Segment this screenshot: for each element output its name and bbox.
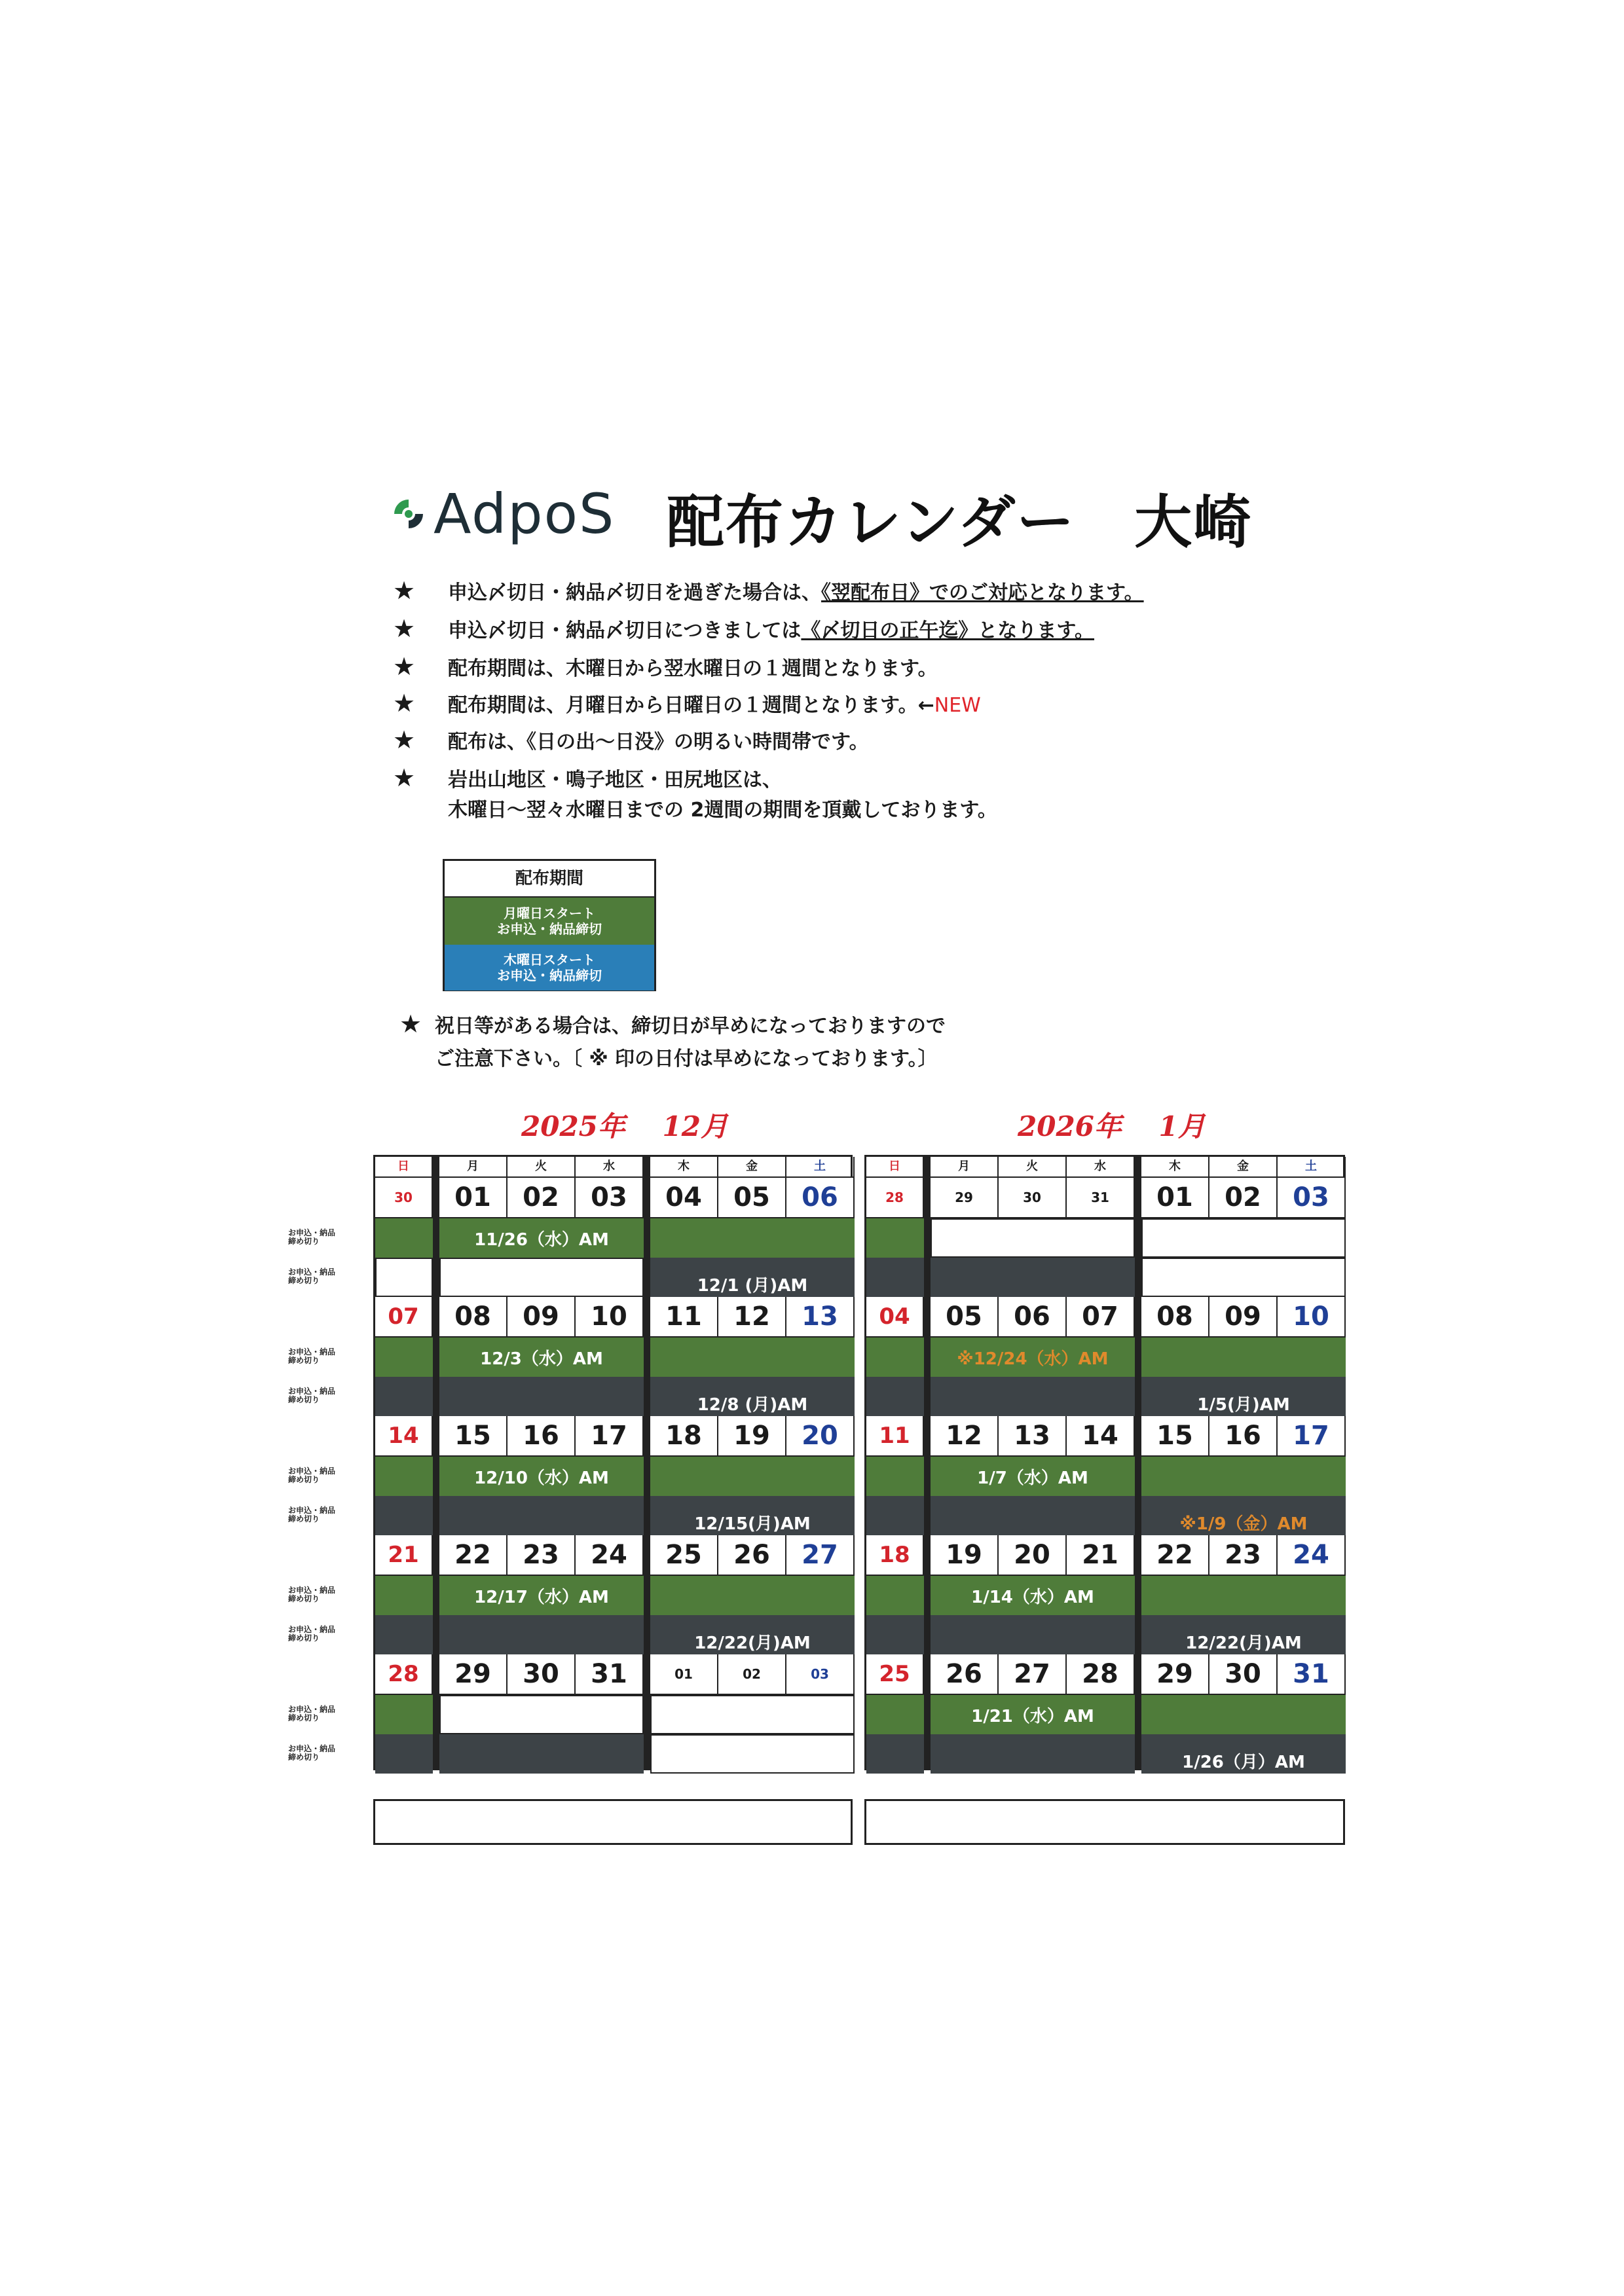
row-label-line: 締め切り <box>288 1237 320 1246</box>
date-cell[interactable]: 26 <box>718 1535 786 1576</box>
deadline-label: 12/3（水）AM <box>480 1349 603 1369</box>
legend-title: 配布期間 <box>445 861 654 898</box>
row-label-line: お申込・納品 <box>288 1586 336 1595</box>
delivery-deadline-band <box>866 1734 924 1774</box>
date-cell[interactable]: 13 <box>999 1416 1067 1457</box>
date-cell[interactable]: 12 <box>931 1416 999 1457</box>
deadline-label: ※1/9（金）AM <box>1179 1514 1308 1534</box>
apply-deadline-band <box>931 1218 1135 1258</box>
note-4 <box>393 689 981 718</box>
date-cell[interactable]: 29 <box>1141 1654 1209 1695</box>
date-cell[interactable]: 19 <box>718 1416 786 1457</box>
legend-blue <box>445 945 654 991</box>
row-label-line: 締め切り <box>288 1356 320 1365</box>
row-label-apply <box>288 1229 335 1246</box>
legend-green <box>445 898 654 945</box>
legend-green-line1: 月曜日スタート <box>504 905 595 921</box>
date-cell[interactable]: 21 <box>1067 1535 1135 1576</box>
delivery-deadline-band <box>375 1734 433 1774</box>
apply-deadline-band <box>866 1457 924 1496</box>
date-cell[interactable]: 03 <box>1278 1178 1346 1218</box>
date-cell[interactable]: 11 <box>866 1416 924 1457</box>
date-cell[interactable]: 27 <box>786 1535 855 1576</box>
deadline-label: 1/14（水）AM <box>971 1587 1094 1607</box>
date-cell[interactable]: 02 <box>718 1654 786 1695</box>
star-icon: ★ <box>393 652 416 681</box>
date-cell[interactable]: 02 <box>507 1178 576 1218</box>
deadline-label: 1/5(月)AM <box>1197 1394 1290 1415</box>
date-cell[interactable]: 15 <box>1141 1416 1209 1457</box>
weekday-header: 土 <box>786 1157 855 1178</box>
month-heading-dec: 2025年 12月 <box>521 1110 728 1142</box>
row-label-apply <box>288 1705 335 1722</box>
legend-blue-line1: 木曜日スタート <box>504 952 595 968</box>
delivery-deadline-band <box>931 1377 1135 1416</box>
date-cell[interactable]: 14 <box>375 1416 433 1457</box>
note-6 <box>393 763 782 792</box>
note-text: 岩出山地区・鳴子地区・田尻地区は、 <box>448 769 782 792</box>
deadline-label: 12/17（水）AM <box>474 1587 609 1607</box>
row-label-line: お申込・納品 <box>288 1228 336 1237</box>
calendar-december <box>373 1155 853 1770</box>
date-cell[interactable]: 22 <box>439 1535 507 1576</box>
row-label-line: 締め切り <box>288 1475 320 1484</box>
date-cell[interactable]: 21 <box>375 1535 433 1576</box>
date-cell[interactable]: 04 <box>650 1178 718 1218</box>
apply-deadline-band <box>866 1338 924 1377</box>
date-cell[interactable]: 28 <box>375 1654 433 1695</box>
date-cell[interactable]: 30 <box>375 1178 433 1218</box>
date-cell[interactable]: 16 <box>507 1416 576 1457</box>
date-cell[interactable]: 31 <box>576 1654 644 1695</box>
row-label-apply <box>288 1467 335 1484</box>
row-label-apply <box>288 1586 335 1603</box>
note-2 <box>393 614 1094 643</box>
apply-deadline-band <box>1141 1218 1346 1258</box>
row-label-deliver <box>288 1626 335 1643</box>
row-label-line: お申込・納品 <box>288 1467 336 1476</box>
star-icon: ★ <box>393 576 416 605</box>
date-cell[interactable]: 08 <box>1141 1297 1209 1338</box>
star-icon: ★ <box>399 1010 422 1038</box>
delivery-deadline-band <box>931 1258 1135 1297</box>
date-cell[interactable]: 05 <box>931 1297 999 1338</box>
date-cell[interactable]: 30 <box>1209 1654 1278 1695</box>
date-cell[interactable]: 18 <box>866 1535 924 1576</box>
date-cell[interactable]: 22 <box>1141 1535 1209 1576</box>
row-label-line: お申込・納品 <box>288 1705 336 1714</box>
date-cell[interactable]: 20 <box>786 1416 855 1457</box>
apply-deadline-band <box>1141 1338 1346 1377</box>
delivery-deadline-band <box>439 1377 644 1416</box>
date-cell[interactable]: 31 <box>1067 1178 1135 1218</box>
note-1 <box>393 576 1144 605</box>
date-cell[interactable]: 31 <box>1278 1654 1346 1695</box>
weekday-header: 木 <box>650 1157 718 1178</box>
row-label-deliver <box>288 1506 335 1523</box>
footer-box-december <box>373 1799 853 1845</box>
weekday-header: 金 <box>1209 1157 1278 1178</box>
date-cell[interactable]: 07 <box>1067 1297 1135 1338</box>
row-label-line: 締め切り <box>288 1514 320 1523</box>
date-cell[interactable]: 09 <box>507 1297 576 1338</box>
row-label-line: お申込・納品 <box>288 1625 336 1634</box>
delivery-deadline-band <box>866 1615 924 1654</box>
date-cell[interactable]: 06 <box>999 1297 1067 1338</box>
delivery-deadline-band <box>375 1615 433 1654</box>
date-cell[interactable]: 23 <box>1209 1535 1278 1576</box>
date-cell[interactable]: 25 <box>650 1535 718 1576</box>
delivery-deadline-band <box>439 1615 644 1654</box>
weekday-header: 木 <box>1141 1157 1209 1178</box>
date-cell[interactable]: 28 <box>1067 1654 1135 1695</box>
star-icon: ★ <box>393 614 416 643</box>
new-badge: NEW <box>934 694 981 717</box>
apply-deadline-band <box>866 1218 924 1258</box>
note-text: 配布期間は、木曜日から翌水曜日の１週間となります。 <box>448 657 938 680</box>
deadline-label: 12/1 (月)AM <box>697 1275 808 1296</box>
delivery-deadline-band <box>375 1496 433 1535</box>
date-cell[interactable]: 30 <box>507 1654 576 1695</box>
page-title: 配布カレンダー 大崎 <box>667 488 1253 556</box>
deadline-label: 11/26（水）AM <box>474 1230 609 1250</box>
note-text: 申込〆切日・納品〆切日を過ぎた場合は、 <box>448 581 821 604</box>
note-text: 申込〆切日・納品〆切日につきましては <box>448 619 802 642</box>
apply-deadline-band <box>375 1218 433 1258</box>
date-cell[interactable]: 02 <box>1209 1178 1278 1218</box>
star-icon: ★ <box>393 725 416 754</box>
date-cell[interactable]: 03 <box>576 1178 644 1218</box>
delivery-deadline-band <box>931 1734 1135 1774</box>
weekday-header: 火 <box>999 1157 1067 1178</box>
apply-deadline-band <box>866 1576 924 1615</box>
date-cell[interactable]: 15 <box>439 1416 507 1457</box>
apply-deadline-band <box>1141 1457 1346 1496</box>
weekday-header: 月 <box>439 1157 507 1178</box>
divider-bar <box>924 1157 931 1768</box>
date-cell[interactable]: 19 <box>931 1535 999 1576</box>
date-cell[interactable]: 17 <box>1278 1416 1346 1457</box>
weekday-header: 日 <box>375 1157 433 1178</box>
note-text: 配布は、《日の出～日没》の明るい時間帯です。 <box>448 731 869 754</box>
date-cell[interactable]: 18 <box>650 1416 718 1457</box>
delivery-deadline-band <box>931 1615 1135 1654</box>
date-cell[interactable]: 11 <box>650 1297 718 1338</box>
note-3 <box>393 652 938 681</box>
delivery-deadline-band <box>375 1258 433 1297</box>
note-underline: 《〆切日の正午迄》となります。 <box>801 619 1095 642</box>
date-cell[interactable]: 23 <box>507 1535 576 1576</box>
row-label-line: 締め切り <box>288 1753 320 1762</box>
note-5 <box>393 725 869 754</box>
row-label-apply <box>288 1348 335 1365</box>
date-cell[interactable]: 07 <box>375 1297 433 1338</box>
deadline-label: 1/7（水）AM <box>977 1468 1088 1488</box>
row-label-line: お申込・納品 <box>288 1267 336 1277</box>
deadline-label: 12/22(月)AM <box>694 1633 811 1653</box>
delivery-deadline-band <box>439 1734 644 1774</box>
holiday-note-line1 <box>399 1010 946 1038</box>
apply-deadline-band <box>439 1695 644 1734</box>
star-icon: ★ <box>393 763 416 792</box>
divider-bar <box>644 1157 650 1768</box>
apply-deadline-band <box>1141 1576 1346 1615</box>
row-label-line: お申込・納品 <box>288 1506 336 1515</box>
apply-deadline-band <box>1141 1695 1346 1734</box>
row-label-line: お申込・納品 <box>288 1744 336 1753</box>
month-heading-jan: 2026年 1月 <box>1018 1110 1206 1142</box>
holiday-note-line2: ご注意下さい。〔 ※ 印の日付は早めになっております。〕 <box>435 1048 938 1070</box>
weekday-header: 月 <box>931 1157 999 1178</box>
row-label-line: 締め切り <box>288 1594 320 1603</box>
legend-blue-line2: お申込・納品締切 <box>497 968 602 983</box>
date-cell[interactable]: 12 <box>718 1297 786 1338</box>
legend-box <box>443 859 656 991</box>
date-cell[interactable]: 30 <box>999 1178 1067 1218</box>
logo-mark-icon <box>392 497 426 531</box>
deadline-label: 12/10（水）AM <box>474 1468 609 1488</box>
date-cell[interactable]: 05 <box>718 1178 786 1218</box>
row-label-deliver <box>288 1268 335 1285</box>
deadline-label: 12/8 (月)AM <box>697 1394 808 1415</box>
date-cell[interactable]: 29 <box>439 1654 507 1695</box>
row-label-deliver <box>288 1387 335 1404</box>
weekday-header: 水 <box>576 1157 644 1178</box>
delivery-deadline-band <box>375 1377 433 1416</box>
deadline-label: ※12/24（水）AM <box>957 1349 1109 1369</box>
weekday-header: 日 <box>866 1157 924 1178</box>
date-cell[interactable]: 14 <box>1067 1416 1135 1457</box>
date-cell[interactable]: 04 <box>866 1297 924 1338</box>
apply-deadline-band <box>866 1695 924 1734</box>
date-cell[interactable]: 25 <box>866 1654 924 1695</box>
delivery-deadline-band <box>439 1258 644 1297</box>
delivery-deadline-band <box>650 1734 855 1774</box>
date-cell[interactable]: 16 <box>1209 1416 1278 1457</box>
deadline-label: 12/15(月)AM <box>694 1514 811 1534</box>
date-cell[interactable]: 24 <box>1278 1535 1346 1576</box>
apply-deadline-band <box>650 1338 855 1377</box>
footer-box-january <box>864 1799 1345 1845</box>
date-cell[interactable]: 06 <box>786 1178 855 1218</box>
date-cell[interactable]: 27 <box>999 1654 1067 1695</box>
note-text: 配布期間は、月曜日から日曜日の１週間となります。← <box>448 694 934 717</box>
date-cell[interactable]: 01 <box>439 1178 507 1218</box>
delivery-deadline-band <box>931 1496 1135 1535</box>
delivery-deadline-band <box>1141 1258 1346 1297</box>
date-cell[interactable]: 10 <box>576 1297 644 1338</box>
apply-deadline-band <box>650 1695 855 1734</box>
row-label-line: 締め切り <box>288 1633 320 1643</box>
date-cell[interactable]: 10 <box>1278 1297 1346 1338</box>
divider-bar <box>433 1157 439 1768</box>
apply-deadline-band <box>375 1457 433 1496</box>
logo-text: AdpoS <box>434 482 616 546</box>
weekday-header: 水 <box>1067 1157 1135 1178</box>
weekday-header: 金 <box>718 1157 786 1178</box>
row-label-line: 締め切り <box>288 1713 320 1722</box>
date-cell[interactable]: 29 <box>931 1178 999 1218</box>
apply-deadline-band <box>650 1218 855 1258</box>
deadline-label: 1/26（月）AM <box>1182 1752 1305 1772</box>
legend-green-line2: お申込・納品締切 <box>497 921 602 937</box>
date-cell[interactable]: 09 <box>1209 1297 1278 1338</box>
row-label-line: 締め切り <box>288 1395 320 1404</box>
note-underline: 《翌配布日》でのご対応となります。 <box>821 581 1144 604</box>
date-cell[interactable]: 24 <box>576 1535 644 1576</box>
deadline-label: 1/21（水）AM <box>971 1706 1094 1726</box>
delivery-deadline-band <box>866 1496 924 1535</box>
delivery-deadline-band <box>866 1377 924 1416</box>
calendar-january <box>864 1155 1345 1770</box>
adpos-logo <box>392 481 615 547</box>
row-label-line: お申込・納品 <box>288 1347 336 1357</box>
date-cell[interactable]: 28 <box>866 1178 924 1218</box>
note-6-continuation: 木曜日～翌々水曜日までの 2週間の期間を頂戴しております。 <box>448 799 997 822</box>
date-cell[interactable]: 17 <box>576 1416 644 1457</box>
weekday-header: 土 <box>1278 1157 1346 1178</box>
date-cell[interactable]: 13 <box>786 1297 855 1338</box>
holiday-note-text: 祝日等がある場合は、締切日が早めになっておりますので <box>435 1015 946 1038</box>
deadline-label: 12/22(月)AM <box>1185 1633 1302 1653</box>
delivery-deadline-band <box>866 1258 924 1297</box>
apply-deadline-band <box>650 1457 855 1496</box>
divider-bar <box>1135 1157 1141 1768</box>
apply-deadline-band <box>375 1338 433 1377</box>
date-cell[interactable]: 03 <box>786 1654 855 1695</box>
row-label-deliver <box>288 1745 335 1762</box>
apply-deadline-band <box>650 1576 855 1615</box>
date-cell[interactable]: 26 <box>931 1654 999 1695</box>
delivery-deadline-band <box>439 1496 644 1535</box>
weekday-header: 火 <box>507 1157 576 1178</box>
date-cell[interactable]: 20 <box>999 1535 1067 1576</box>
date-cell[interactable]: 01 <box>1141 1178 1209 1218</box>
date-cell[interactable]: 08 <box>439 1297 507 1338</box>
date-cell[interactable]: 01 <box>650 1654 718 1695</box>
row-label-line: 締め切り <box>288 1276 320 1285</box>
apply-deadline-band <box>375 1695 433 1734</box>
row-label-line: お申込・納品 <box>288 1387 336 1396</box>
apply-deadline-band <box>375 1576 433 1615</box>
star-icon: ★ <box>393 689 416 718</box>
